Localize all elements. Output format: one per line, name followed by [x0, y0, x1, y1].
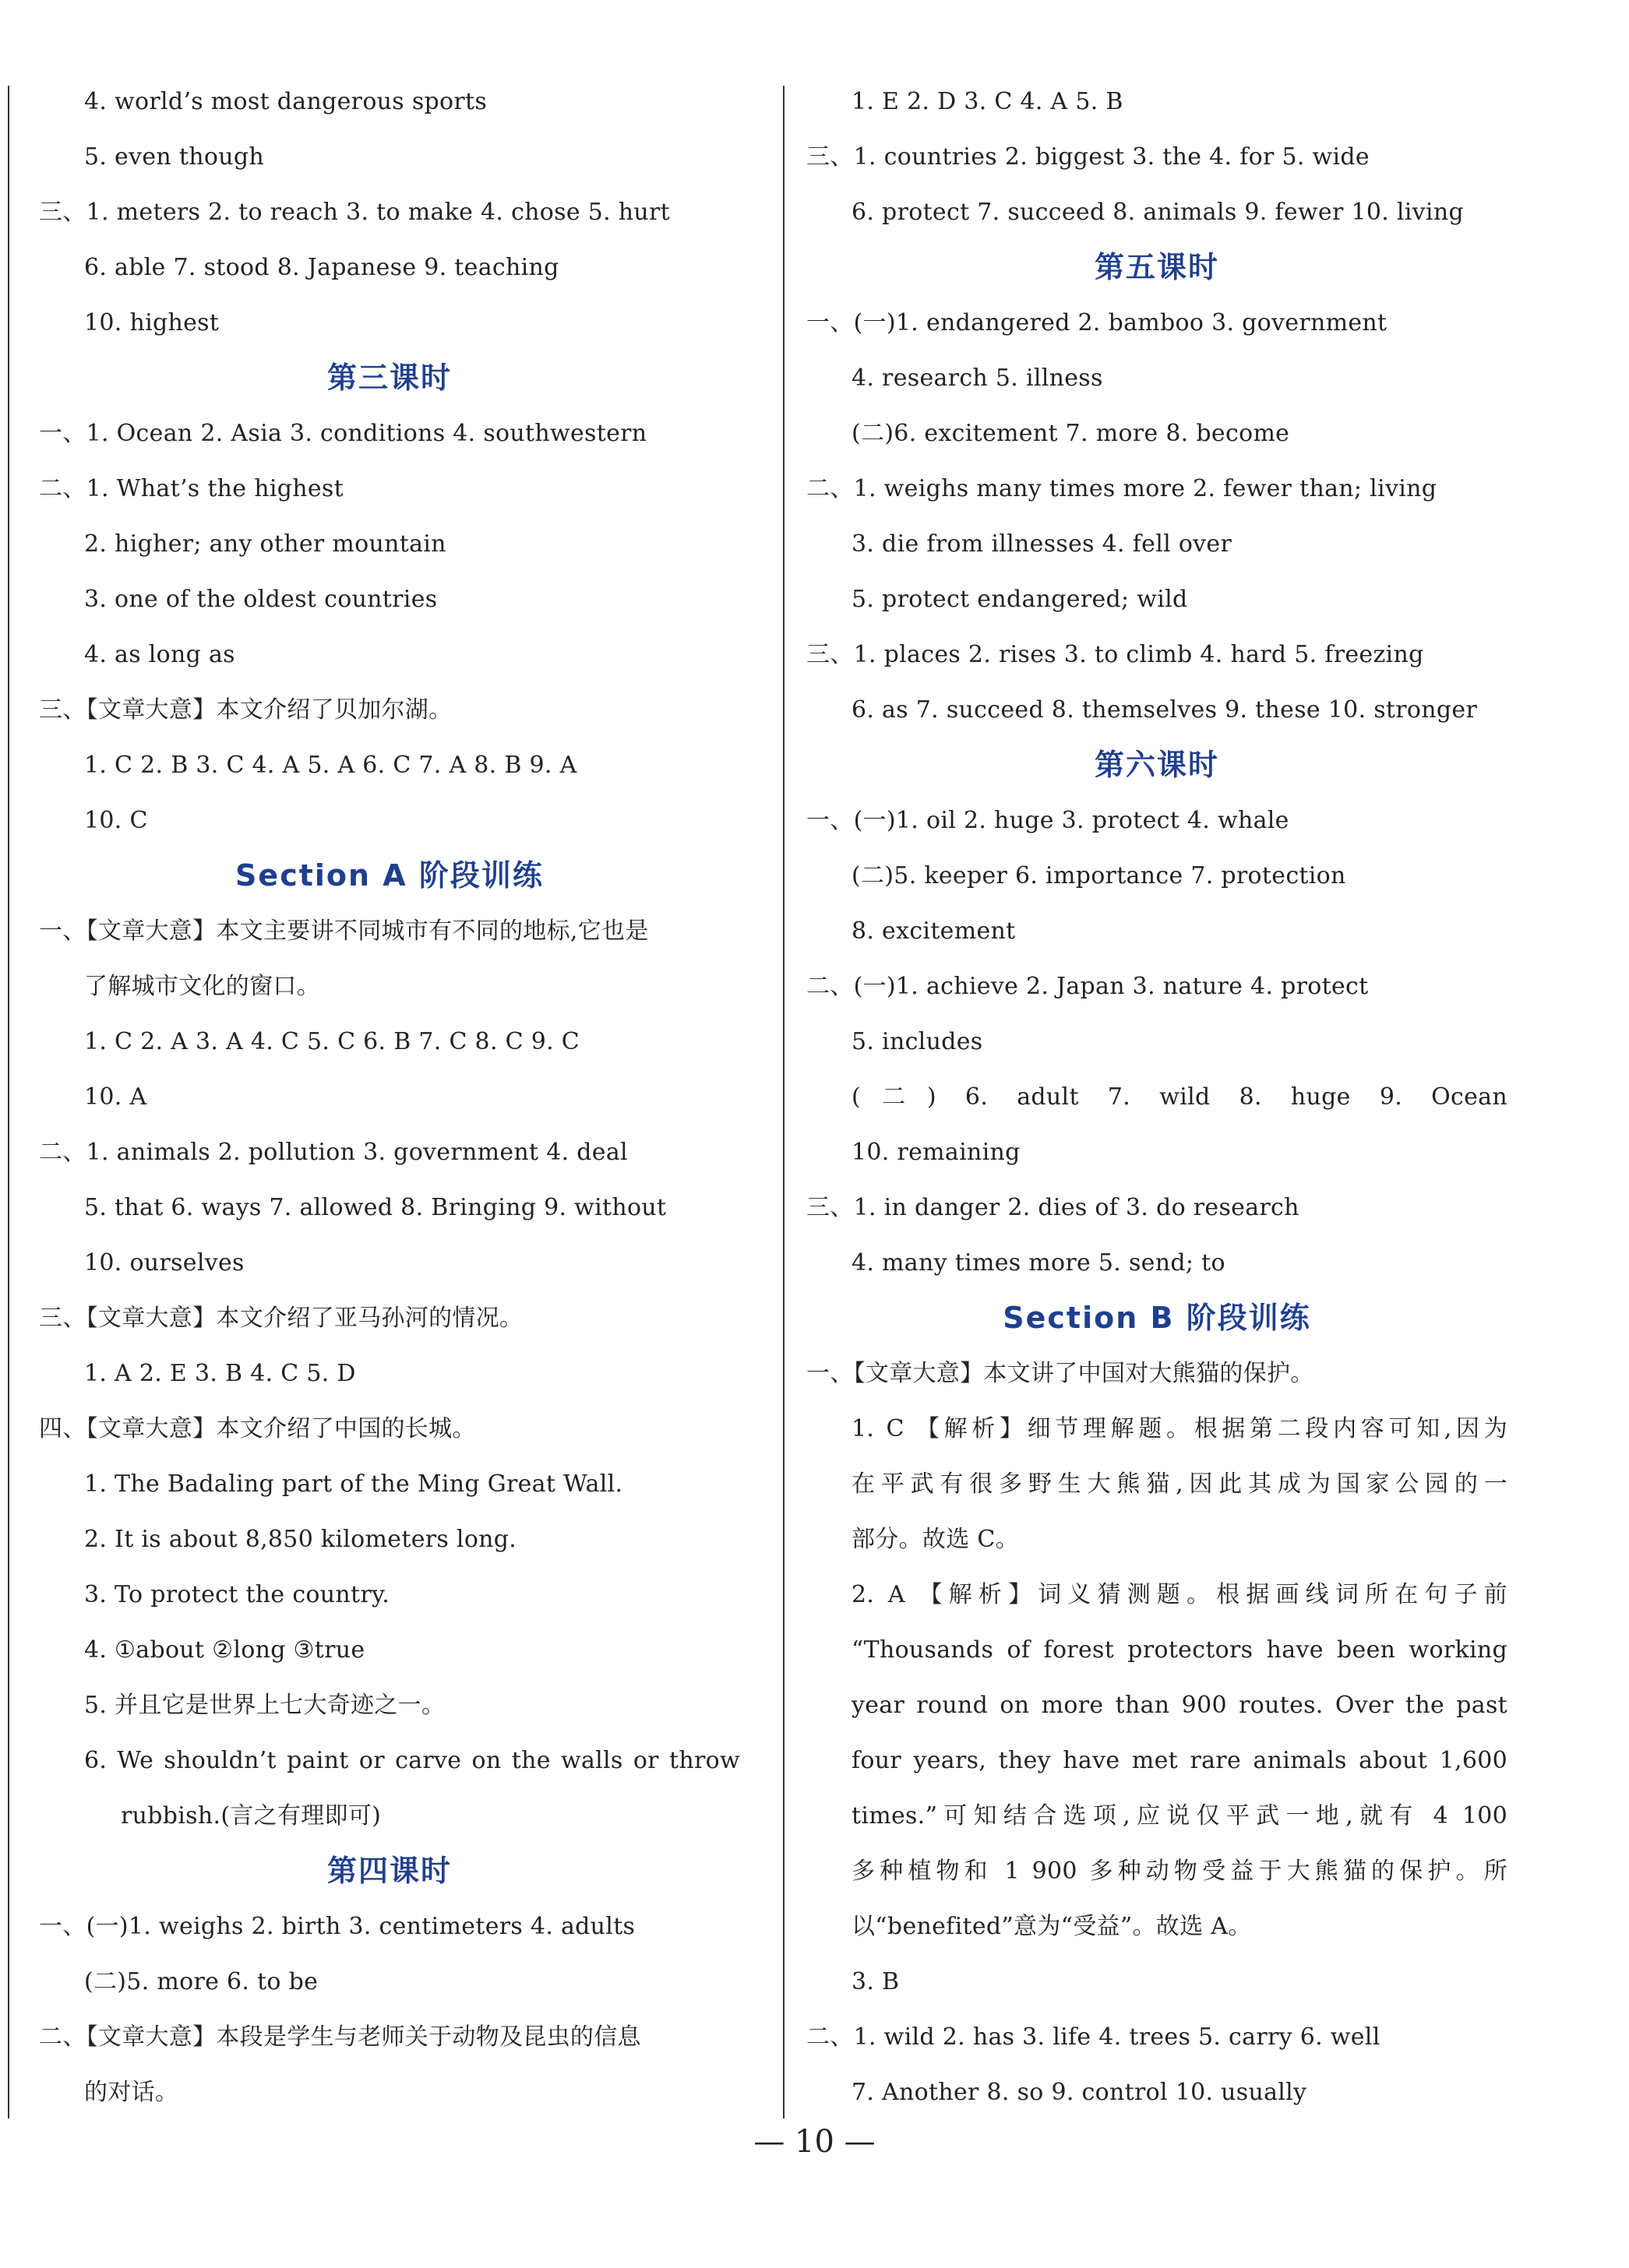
section-heading: Section B 阶段训练 [1003, 1301, 1311, 1335]
answer-line: 8. excitement [852, 917, 1016, 945]
answer-line: 4. ①about ②long ③true [84, 1636, 365, 1664]
section-heading: 第五课时 [1094, 250, 1219, 284]
answer-line: 2. higher; any other mountain [84, 530, 446, 558]
answer-line: 10. remaining [852, 1139, 1021, 1166]
answer-line: 三、【文章大意】本文介绍了贝加尔湖。 [39, 696, 453, 724]
answer-line: 5. protect endangered; wild [852, 586, 1188, 613]
section-heading: 第六课时 [1094, 748, 1219, 782]
answer-line: 6. able 7. stood 8. Japanese 9. teaching [84, 254, 559, 281]
answer-line: 6. We shouldn’t paint or carve on the walls or throw [84, 1747, 740, 1774]
page-number: — 10 — [753, 2124, 876, 2160]
answer-line: 二、【文章大意】本段是学生与老师关于动物及昆虫的信息 [39, 2023, 641, 2051]
answer-line: 一、(一)1. endangered 2. bamboo 3. government [806, 309, 1387, 336]
answer-line: 7. Another 8. so 9. control 10. usually [852, 2079, 1307, 2106]
answer-line: 3. B [852, 1968, 900, 1995]
answer-line: 3. die from illnesses 4. fell over [852, 530, 1232, 558]
answer-line: 二、1. animals 2. pollution 3. government 4. deal [39, 1139, 628, 1166]
answer-line: 1. A 2. E 3. B 4. C 5. D [84, 1360, 356, 1387]
answer-line: 1. C 2. B 3. C 4. A 5. A 6. C 7. A 8. B 9. A [84, 752, 577, 779]
answer-line: 10. C [84, 807, 148, 834]
answer-line: (二) 6. adult 7. wild 8. huge 9. Ocean [852, 1083, 1507, 1111]
answer-line: 三、【文章大意】本文介绍了亚马孙河的情况。 [39, 1305, 524, 1332]
answer-line: 二、1. What’s the highest [39, 475, 344, 502]
answer-line: 部分。故选 C。 [852, 1526, 1019, 1553]
answer-line: 4. research 5. illness [852, 364, 1103, 392]
answer-line: four years, they have met rare animals about 1,600 [852, 1747, 1507, 1774]
answer-line: times.”可知结合选项,应说仅平武一地,就有 4 100 [852, 1802, 1507, 1830]
answer-line: “Thousands of forest protectors have been working [852, 1636, 1507, 1664]
answer-line: 6. as 7. succeed 8. themselves 9. these 10. stronger [852, 696, 1478, 724]
answer-line: 4. world’s most dangerous sports [84, 88, 488, 115]
answer-line: 4. many times more 5. send; to [852, 1249, 1225, 1277]
answer-line: 5. includes [852, 1028, 983, 1055]
section-heading: 第三课时 [326, 361, 452, 395]
answer-line: 1. C 【解析】细节理解题。根据第二段内容可知,因为 [852, 1415, 1507, 1442]
answer-line: 了解城市文化的窗口。 [84, 973, 320, 1000]
answer-line: 多种植物和 1 900 多种动物受益于大熊猫的保护。所 [852, 1858, 1507, 1885]
answer-line: 10. A [84, 1083, 147, 1111]
answer-line: 三、1. meters 2. to reach 3. to make 4. chose 5. hurt [39, 199, 671, 226]
answer-line: 3. To protect the country. [84, 1581, 390, 1608]
answer-line: 二、1. wild 2. has 3. life 4. trees 5. carry 6. well [806, 2023, 1380, 2051]
section-heading: Section A 阶段训练 [235, 858, 544, 893]
answer-line: 三、1. countries 2. biggest 3. the 4. for 5. wide [806, 143, 1370, 171]
answer-line: 4. as long as [84, 641, 235, 668]
answer-line: 二、(一)1. achieve 2. Japan 3. nature 4. protect [806, 973, 1369, 1000]
answer-line: 10. ourselves [84, 1249, 245, 1277]
answer-line: 的对话。 [84, 2079, 179, 2106]
answer-line: 四、【文章大意】本文介绍了中国的长城。 [39, 1415, 476, 1442]
section-heading: 第四课时 [326, 1854, 452, 1888]
answer-line: 5. that 6. ways 7. allowed 8. Bringing 9. without [84, 1194, 667, 1221]
answer-line: 3. one of the oldest countries [84, 586, 438, 613]
left-column [39, 74, 740, 2120]
answer-line: 在平武有很多野生大熊猫,因此其成为国家公园的一 [852, 1470, 1507, 1498]
answer-line: 1. E 2. D 3. C 4. A 5. B [852, 88, 1123, 115]
column-divider [783, 86, 785, 2118]
answer-line: 1. C 2. A 3. A 4. C 5. C 6. B 7. C 8. C 9. C [84, 1028, 580, 1055]
answer-line: 三、1. in danger 2. dies of 3. do research [806, 1194, 1299, 1221]
answer-line: 以“benefited”意为“受益”。故选 A。 [852, 1913, 1252, 1940]
answer-line: year round on more than 900 routes. Over the past [852, 1692, 1507, 1719]
answer-line: 一、【文章大意】本文讲了中国对大熊猫的保护。 [806, 1360, 1314, 1387]
answer-line: 三、1. places 2. rises 3. to climb 4. hard 5. freezing [806, 641, 1424, 668]
answer-line: (二)5. more 6. to be [84, 1968, 319, 1995]
answer-line: 一、(一)1. weighs 2. birth 3. centimeters 4. adults [39, 1913, 636, 1940]
answer-line: 2. A 【解析】词义猜测题。根据画线词所在句子前 [852, 1581, 1507, 1608]
right-column [806, 74, 1507, 2120]
answer-line: 5. even though [84, 143, 264, 171]
answer-line: rubbish.(言之有理即可) [121, 1802, 382, 1830]
answer-line: 2. It is about 8,850 kilometers long. [84, 1526, 517, 1553]
answer-line: 1. The Badaling part of the Ming Great Wall. [84, 1470, 623, 1498]
left-margin-rule [8, 86, 9, 2118]
answer-line: 6. protect 7. succeed 8. animals 9. fewer 10. living [852, 199, 1464, 226]
answer-line: 一、1. Ocean 2. Asia 3. conditions 4. southwestern [39, 420, 647, 447]
answer-line: 一、【文章大意】本文主要讲不同城市有不同的地标,它也是 [39, 917, 649, 945]
answer-line: 二、1. weighs many times more 2. fewer than; living [806, 475, 1437, 502]
answer-line: 10. highest [84, 309, 220, 336]
answer-line: 5. 并且它是世界上七大奇迹之一。 [84, 1692, 446, 1719]
answer-line: 一、(一)1. oil 2. huge 3. protect 4. whale [806, 807, 1289, 834]
answer-line: (二)5. keeper 6. importance 7. protection [852, 862, 1346, 889]
answer-line: (二)6. excitement 7. more 8. become [852, 420, 1290, 447]
